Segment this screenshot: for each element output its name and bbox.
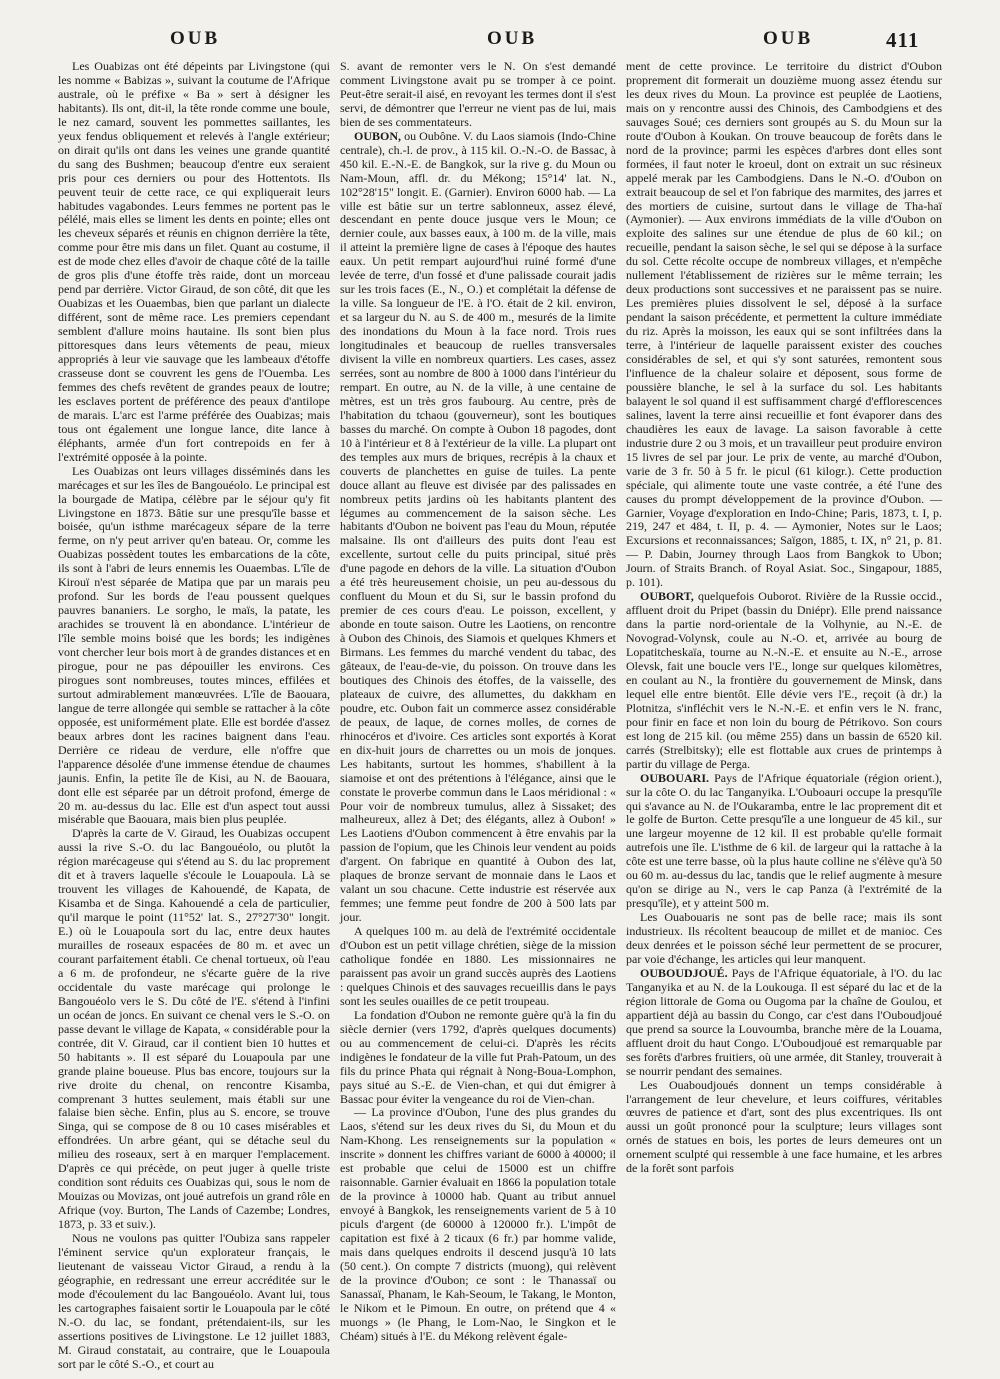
paragraph-ouabouaris: Les Ouabouaris ne sont pas de belle race; mais ils sont industrieux. Ils récoltent beaucoup de millet et de manioc. Ces deux denrées et le poisson séché leur permettent de se procurer, par voie d'échange, les articles qui leur manquent.	[626, 910, 942, 966]
paragraph-bangouelo-outflow: Nous ne voulons pas quitter l'Oubiza sans rappeler l'éminent service qu'un explorateur français, le lieutenant de vaisseau Victor Giraud, a rendu à la géographie, en redressant une erreur accréditée sur le mode d'écoulement du lac Bangouéolo. Avant lui, tous les cartographes faisaient sortir le Louapoula par le côté N.-O. du lac, se fondant, prétendaient-ils, sur les assertions positives de Livingstone. Le 12 juillet 1883, M. Giraud constatait, au contraire, que le Louapoula sort par le côté S.-O., et court au	[58, 1231, 330, 1371]
headword-oubon: OUBON,	[354, 128, 402, 143]
paragraph-ouaboudjoues: Les Ouaboudjoués donnent un temps considérable à l'arrangement de leur chevelure, et leurs coiffures, véritables œuvres de patience et d'art, sont des plus excentriques. Ils ont aussi un goût prononcé pour la sculpture; leurs villages sont ornés de statues en bois, les portes de leurs demeures ont un ornement sculpté qui ressemble à une face humaine, et les arbres de la forêt sont parfois	[626, 1077, 942, 1176]
paragraph-ouabizas-villages: Les Ouabizas ont leurs villages disséminés dans les marécages et sur les îles de Bangouéolo. Le principal est la bourgade de Matipa, célèbre par le séjour qu'y fit Livingstone en 1873. Bâtie sur une presqu'île basse et boisée, qu'un isthme marécageux sépare de la terre ferme, on n'y peut arriver qu'en bateau. Or, comme les Ouabizas possèdent toutes les embarcations de la côte, ils sont à l'abri de leurs ennemis les Ouaembas. L'île de Kirouï n'est séparée de Matipa que par un marais peu profond. Sur les bords de l'eau poussent quelques pauvres bananiers. Le sorgho, le maïs, la patate, les arachides se trouvent là en abondance. L'intérieur de l'île semble moins boisé que les bords; les indigènes vont chercher leur bois mort à de grandes distances et en pirogue, pour ne pas dépouiller les environs. Ces pirogues sont nombreuses, toutes minces, effilées et surtout admirablement manœuvrées. L'île de Baouara, langue de terre allongée qui semble se rattacher à la côte opposée, est uniformément plate. Elle est bordée d'assez beaux arbres dont les racines baignent dans l'eau. Derrière ce rideau de verdure, elle n'offre que l'apparence désolée d'une immense étendue de chaumes jaunis. Enfin, la petite île de Kisi, au N. de Baouara, dont elle est séparée par un détroit profond, émerge de 20 m. au-dessus du lac. Elle est d'un aspect tout aussi misérable que Baouara, mais bien plus peuplée.	[58, 463, 330, 827]
page-number: 411	[886, 28, 920, 52]
headword-ouboudjoue: OUBOUDJOUÉ.	[640, 965, 728, 980]
paragraph-oubon-province: — La province d'Oubon, l'une des plus grandes du Laos, s'étend sur les deux rives du Si, du Moun et du Nam-Khong. Les renseignements sur la population « inscrite » donnent les chiffres variant de 6000 à 40000; il est probable que celui de 15000 est un chiffre raisonnable. Garnier évaluait en 1866 la population totale de la province à 10000 hab. Quant au tribut annuel envoyé à Bangkok, les renseignements varient de 5 à 10 piculs d'argent (de 60000 à 120000 fr.). L'impôt de capitation est fixé à 2 ticaux (6 fr.) par homme valide, mais dans quelques endroits il descend jusqu'à 10 lats (50 cent.). On compte 7 districts (muong), qui relèvent de la province d'Oubon; ce sont : le Thanassaï ou Sanassaï, Phanam, le Kah-Seoum, le Takang, le Monton, le Nikom et le Pimoun. En outre, on prétend que 4 « muongs » (le Phang, le Lom-Nao, le Singkon et le Chéam) situés à l'E. du Mékong relèvent égale-	[340, 1105, 616, 1343]
headword-oubouari: OUBOUARI.	[640, 770, 710, 785]
headword-oubort: OUBORT,	[640, 589, 694, 604]
running-head-left: OUB	[170, 28, 221, 49]
paragraph-continuation: S. avant de remonter vers le N. On s'est demandé comment Livingstone avait pu se tromper à ce point. Peut-être serait-il aisé, en revoyant les termes dont il s'est servi, de démontrer que l'erreur ne vient pas de lui, mais bien de ses commentateurs.	[340, 59, 616, 129]
running-head-right: OUB	[763, 28, 814, 49]
entry-ouboudjoue	[626, 967, 942, 1079]
entry-oubouari	[626, 772, 942, 912]
paragraph-oubon-foundation: La fondation d'Oubon ne remonte guère qu'à la fin du siècle dernier (vers 1792, d'après quelques documents) ou au commencement de celui-ci. D'après les récits indigènes le fondateur de la ville fut Prah-Patoum, un des fils du prince Phata qui régnait à Nong-Boua-Lomphon, pays situé au S.-E. de Vien-chan, et qui dut émigrer à Bassac pour éviter la vengeance du roi de Vien-chan.	[340, 1007, 616, 1106]
paragraph-giraud-map: D'après la carte de V. Giraud, les Ouabizas occupent aussi la rive S.-O. du lac Bangouéolo, ou plutôt la région marécageuse qui s'étend au S. du lac proprement dit et à travers laquelle s'écoule le Louapoula. Là se trouvent les villages de Kahouendé, de Kapata, de Kisamba et de Singa. Kahouendé a cela de particulier, qu'il marque le point (11°52' lat. S., 27°27'30" longit. E.) où le Louapoula sort du lac, entre deux hautes murailles de roseaux espacées de 80 m. et avec un courant parfaitement établi. Ce chenal tortueux, où l'eau a 6 m. de profondeur, ne s'écarte guère de la rive occidentale du vaste marécage qui prolonge le Bangouéolo vers le S. Du côté de l'E. s'étend à l'infini un océan de joncs. En suivant ce chenal vers le S.-O. on passe devant le village de Kapata, « considérable pour la contrée, dit V. Giraud, car il contient bien 10 huttes et 50 habitants ». Il est séparé du Louapoula par une grande plaine boueuse. Plus bas encore, toujours sur la rive droite du chenal, on rencontre Kisamba, comprenant 3 huttes seulement, mais établi sur une falaise bien sèche. Enfin, plus au S. encore, se trouve Singa, qui se compose de 8 ou 10 cases misérables et effondrées. Un arbre géant, qui se détache seul du milieu des roseaux, sert à en marquer l'emplacement. D'après ce qui précède, on peut juger à quelle triste condition sont réduits ces Ouabizas qui, sous le nom de Mouizas ou Movizas, ont joué autrefois un grand rôle en Afrique (voy. Burton, The Lands of Cazembe; Londres, 1873, p. 33 et suiv.).	[58, 826, 330, 1232]
entry-oubort-text: quelquefois Ouborot. Rivière de la Russie occid., affluent droit du Pripet (bassin du Dniépr). Elle prend naissance dans la partie nord-orientale de la Volhynie, au N.-E. de Novograd-Volynsk, coule au N.-O. et, arrivée au bourg de Lopatitcheskaïa, tourne au N.-N.-E. et ensuite au N.-E., arrose Olevsk, fait une boucle vers l'E., longe sur quelques kilomètres, en coulant au N., la frontière du gouvernement de Minsk, dans lequel elle entre bientôt. Elle dévie vers l'E., reçoit (à dr.) la Plotnitza, s'infléchit vers le N.-N.-E. et enfin vers le N. franc, pour finir en face et non loin du bourg de Pétrikovo. Son cours est long de 215 kil. (ou même 255) dans un bassin de 6520 kil. carrés (Strelbitsky); elle est flottable aux crues de printemps à partir du village de Perga.	[626, 589, 943, 771]
paragraph-ouabizas-description: Les Ouabizas ont été dépeints par Livingstone (qui les nomme « Babizas », suivant la coutume de l'Afrique australe, où le préfixe « Ba » sert à désigner les habitants). Ils ont, dit-il, la tête ronde comme une boule, le nez camard, souvent les pommettes saillantes, les yeux fendus obliquement et relevés à l'angle extérieur; on dirait qu'ils ont dans les veines une grande quantité du sang des Bushmen; beaucoup d'entre eux seraient pris pour ces derniers ou pour des Hottentots. Ils peuvent teuir de cette race, ce qui expliquerait leurs habitudes vagabondes. Leurs femmes ne portent pas le pélélé, mais elles se liment les dents en pointe; elles ont les cheveux séparés et réunis en chignon derrière la tête, comme pour être mis dans un filet. Quant au costume, il est de mode chez elles d'avoir de chaque côté de la taille de gros plis d'une étoffe très raide, dont un morceau pend par derrière. Victor Giraud, de son côté, dit que les Ouabizas et les Ouaembas, bien que parlant un dialecte différent, sont de même race. Les premiers cependant semblent d'allure moins hautaine. Ils sont bien plus pittoresques dans leurs vêtements de peau, mieux appropriés à leur vie sauvage que les lambeaux d'étoffe crasseuse dont se couvrent les gens de l'Ouemba. Les femmes des chefs revêtent de grandes peaux de loutre; les esclaves portent de préférence des peaux d'antilope de marais. L'arc est l'arme préférée des Ouabizas; mais tous ont également une longue lance, dite lance à éléphants, armée d'un fort contrepoids en fer à l'extrémité opposée à la pointe.	[58, 59, 330, 464]
entry-ouboudjoue-text: Pays de l'Afrique équatoriale, à l'O. du lac Tanganyika et au N. de la Loukouga. Il est séparé du lac et de la région littorale de Goma ou Ougoma par la chaîne de Goulou, et appartient déjà au bassin du Congo, car c'est dans l'Ouboudjoué que prend sa source la Louvoumba, branche mère de la Louama, affluent droit du haut Congo. L'Ouboudjoué est remarquable par ses forêts d'arbres fruitiers, où une armée, dit Stanley, trouverait à se nourrir pendant des semaines.	[626, 965, 942, 1078]
paragraph-oubon-mission: A quelques 100 m. au delà de l'extrémité occidentale d'Oubon est un petit village chrétien, siège de la mission catholique fondée en 1880. Les missionnaires ne paraissent pas avoir un grand succès auprès des Laotiens : quelques Chinois et des sauvages recueillis dans le pays sont les seules ouailles de ce petit troupeau.	[340, 924, 616, 1008]
text-column-1	[58, 59, 330, 1371]
text-column-3	[626, 60, 942, 1355]
text-column-2	[340, 60, 616, 1355]
entry-oubon-text: ou Oubône. V. du Laos siamois (Indo-Chine centrale), ch.-l. de prov., à 115 kil. O.-N.-O. de Bassac, à 450 kil. E.-N.-E. de Bangkok, sur la rive g. du Moun ou Nam-Moun, affl. dr. du Mékong; 15°14' lat. N., 102°28'15" longit. E. (Garnier). Environ 6000 hab. — La ville est bâtie sur un tertre sablonneux, assez élevé, descendant en pente douce jusque vers le Moun; ce dernier coule, aux basses eaux, à 100 m. de la ville, mais il atteint la première ligne de cases à l'époque des hautes eaux. Un petit rempart aujourd'hui ruiné formé d'une levée de terre, d'un fossé et d'une palissade courait jadis sur les trois faces (E., N., O.) et complétait la défense de la ville. Sa longueur de l'E. à l'O. était de 2 kil. environ, et sa largeur du N. au S. de 400 m., mesurés de la limite des inondations du Moun à la face nord. Trois rues longitudinales et beaucoup de ruelles transversales divisent la ville en nombreux quartiers. Les cases, assez serrées, sont au nombre de 800 à 1000 dans l'intérieur du rempart. En outre, au N. de la ville, à une centaine de mètres, est un très gros faubourg. Au centre, près de l'habitation du tchaou (gouverneur), sont les boutiques basses du marché. On compte à Oubon 18 pagodes, dont 10 à l'intérieur et 8 à l'extérieur de la ville. La plupart ont des temples aux murs de briques, recrépis à la chaux et couverts de planchettes en guise de tuiles. La pente douce allant au fleuve est divisée par des palissades en nombreux petits jardins où les habitants plantent des légumes au commencement de la saison sèche. Les habitants d'Oubon ne boivent pas l'eau du Moun, réputée malsaine. Ils ont d'ailleurs des puits dont l'eau est excellente, surtout celle du puits principal, situé près d'une pagode en dehors de la ville. La situation d'Oubon a été très heureusement choisie, un peu au-dessous du confluent du Moun et du Si, sur le bassin profond du premier de ces cours d'eau. Le poisson, excellent, y abonde en toute saison. Outre les Laotiens, on rencontre à Oubon des Chinois, des Siamois et quelques Khmers et Birmans. Les femmes du marché vendent du tabac, des gâteaux, de l'eau-de-vie, du poisson. On trouve dans les boutiques des Chinois des étoffes, de la vaisselle, des plateaux de cuivre, des allumettes, du dakkham en poudre, etc. Oubon fait un commerce assez considérable de peaux, de laque, de cornes molles, de cornes de rhinocéros et d'ivoire. Ces articles sont exportés à Korat en dix-huit jours de charrettes ou un mois de jonques. Les habitants, surtout les hommes, s'habillent à la siamoise et ont des prétentions à l'élégance, ainsi que le constate le proverbe commun dans le Laos méridional : « Pour voir de nombreux tumulus, allez à Sissaket; des malheureux, allez à Det; des élégants, allez à Oubon! » Les Laotiens d'Oubon commencent à être envahis par la passion de l'opium, que les Chinois leur vendent au poids d'argent. On fabrique en quantité à Oubon des lat, plaques de bronze servant de monnaie dans le Laos et valant un sou chacune. Cette industrie est réservée aux femmes; une femme peut fondre de 200 à 500 lats par jour.	[340, 128, 616, 925]
entry-oubort	[626, 590, 942, 771]
running-head-middle: OUB	[487, 28, 538, 49]
paragraph-oubon-province-continued: ment de cette province. Le territoire du district d'Oubon proprement dit formerait un douzième muong assez étendu sur les deux rives du Moun. La province est peuplée de Laotiens, mais on y rencontre aussi des Chinois, des Cambodgiens et des sauvages Soué; ces derniers sont groupés au S. du Moun sur la route d'Oubon à Koukan. On trouve beaucoup de forêts dans le nord de la province; parmi les espèces d'arbres dont elles sont formées, il faut noter le kroeul, dont on extrait un suc résineux appelé merak par les Cambodgiens. Dans le N.-O. d'Oubon on extrait beaucoup de sel et l'on fabrique des marmites, des jarres et des mortiers de cuisine, surtout dans le village de Tha-haï (Aymonier). — Aux environs immédiats de la ville d'Oubon on exploite des salines sur une étendue de plus de 60 kil.; on recueille, pendant la saison sèche, le sel qui se dépose à la surface du sol. Cette récolte occupe de nombreux villages, et n'empêche nullement l'établissement de rizières sur le même terrain; les deux productions sont successives et ne paraissent pas se nuire. Les premières pluies dissolvent le sel, déposé à la surface pendant la saison précédente, et permettent la culture immédiate du riz. Après la moisson, les eaux qui se sont infiltrées dans la terre, à l'intérieur de laquelle paraissent exister des couches considérables de sel, et qui s'y sont saturées, remontent sous l'influence de la chaleur solaire et déposent, sous forme de poussière blanche, le sel à la surface du sol. Les habitants balayent le sol quand il est suffisamment chargé d'efflorescences salines, lavent la terre ainsi recueillie et font évaporer dans des chaudières les eaux de lavage. La saison favorable à cette industrie dure 2 ou 3 mois, et un travailleur peut produire environ 15 livres de sel par jour. Le prix de vente, au marché d'Oubon, varie de 3 fr. 50 à 5 fr. le picul (61 kilogr.). Cette production spéciale, qui alimente toute une vaste contrée, a été l'une des causes du prompt développement de la province d'Oubon. — Garnier, Voyage d'exploration en Indo-Chine; Paris, 1873, t. I, p. 219, 247 et 484, t. II, p. 4. — Aymonier, Notes sur le Laos; Excursions et reconnaissances; Saïgon, 1885, t. IX, n° 21, p. 81. — P. Dabin, Journey through Laos from Bangkok to Ubon; Journ. of Straits Branch. of Royal Asiat. Soc., Singapour, 1885, p. 101).	[626, 59, 942, 590]
entry-oubon	[340, 130, 616, 925]
entry-oubouari-text: Pays de l'Afrique équatoriale (région orient.), sur la côte O. du lac Tanganyika. L'Ouboauri occupe la presqu'île qui s'avance au N. de l'Oukaramba, entre le lac proprement dit et le golfe de Burton. Cette presqu'île a une longueur de 45 kil., sur une largeur moyenne de 12 kil. Il est probable qu'elle formait autrefois une île. L'isthme de 6 kil. de largeur qui la rattache à la côte est une terre basse, où la plus haute colline ne s'élève qu'à 50 ou 60 m. au-dessus du lac, tandis que le relief augmente à mesure qu'on se dirige au N., vers le cap Panza (à l'extrémité de la presqu'île), et y atteint 500 m.	[626, 770, 942, 911]
